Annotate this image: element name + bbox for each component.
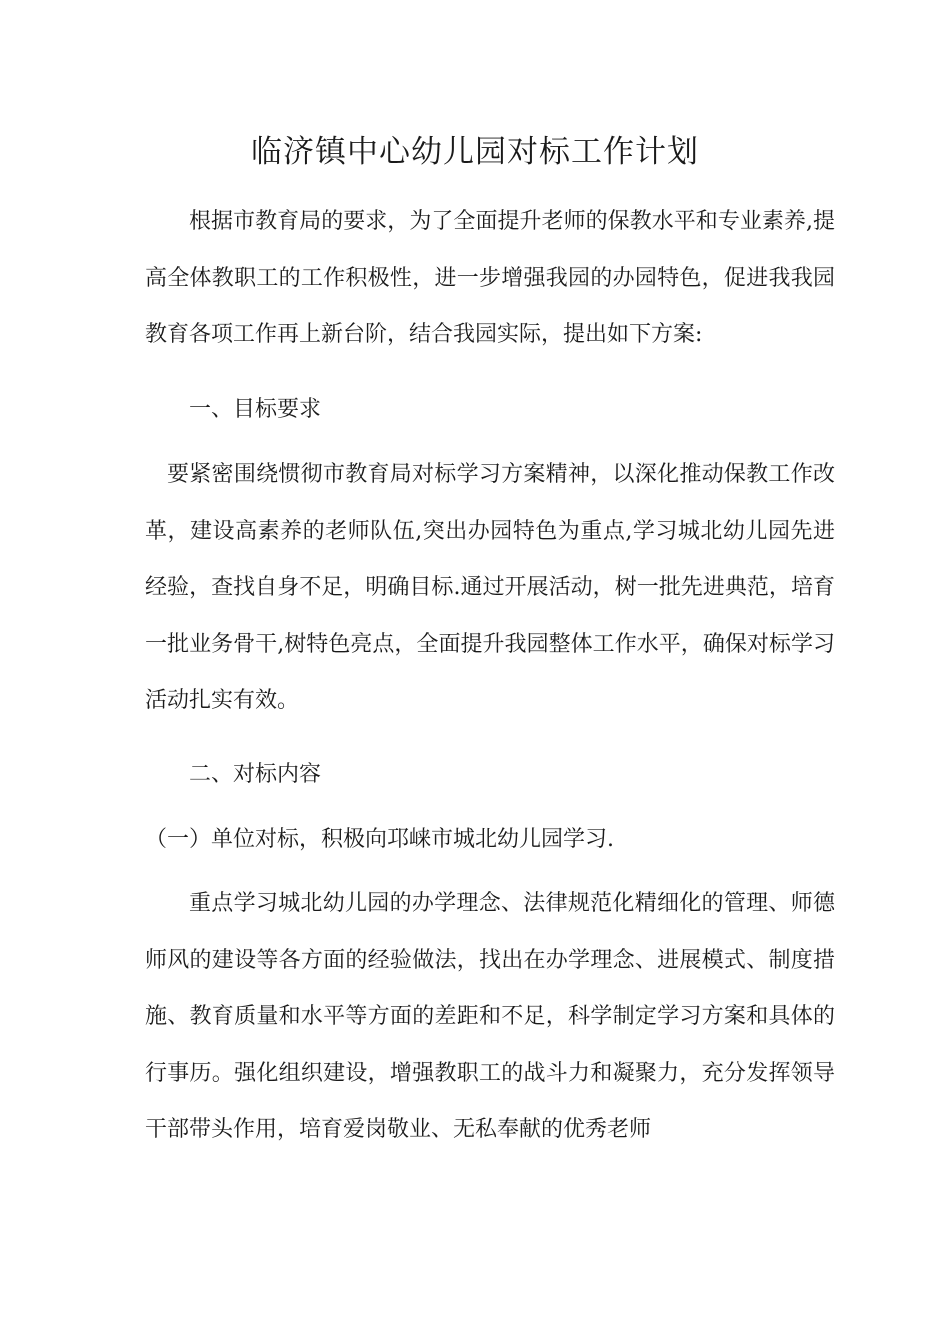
section1-paragraph: 要紧密围绕惯彻市教育局对标学习方案精神，以深化推动保教工作改革，建设高素养的老师队伍,突出办园特色为重点,学习城北幼儿园先进经验，查找自身不足，明确目标.通过开展活动，树一批先进典范，培育一批业务骨干,树特色亮点，全面提升我园整体工作水平，确保对标学习活动扎实有效。 [145, 462, 835, 713]
subsection1-paragraph: 重点学习城北幼儿园的办学理念、法律规范化精细化的管理、师德师风的建设等各方面的经验做法，找出在办学理念、进展模式、制度措施、教育质量和水平等方面的差距和不足，科学制定学习方案和具体的行事历。强化组织建设，增强教职工的战斗力和凝聚力，充分发挥领导干部带头作用，培育爱岗敬业、无私奉献的优秀老师 [145, 891, 835, 1142]
subsection1-heading: （一）单位对标，积极向邛崃市城北幼儿园学习. [145, 827, 614, 852]
document-title: 临济镇中心幼儿园对标工作计划 [251, 134, 699, 170]
intro-paragraph: 根据市教育局的要求，为了全面提升老师的保教水平和专业素养,提高全体教职工的工作积极性，进一步增强我园的办园特色，促进我我园教育各项工作再上新台阶，结合我园实际，提出如下方案: [145, 209, 835, 347]
section2-heading: 二、对标内容 [189, 762, 322, 787]
section1-heading: 一、目标要求 [189, 397, 322, 422]
